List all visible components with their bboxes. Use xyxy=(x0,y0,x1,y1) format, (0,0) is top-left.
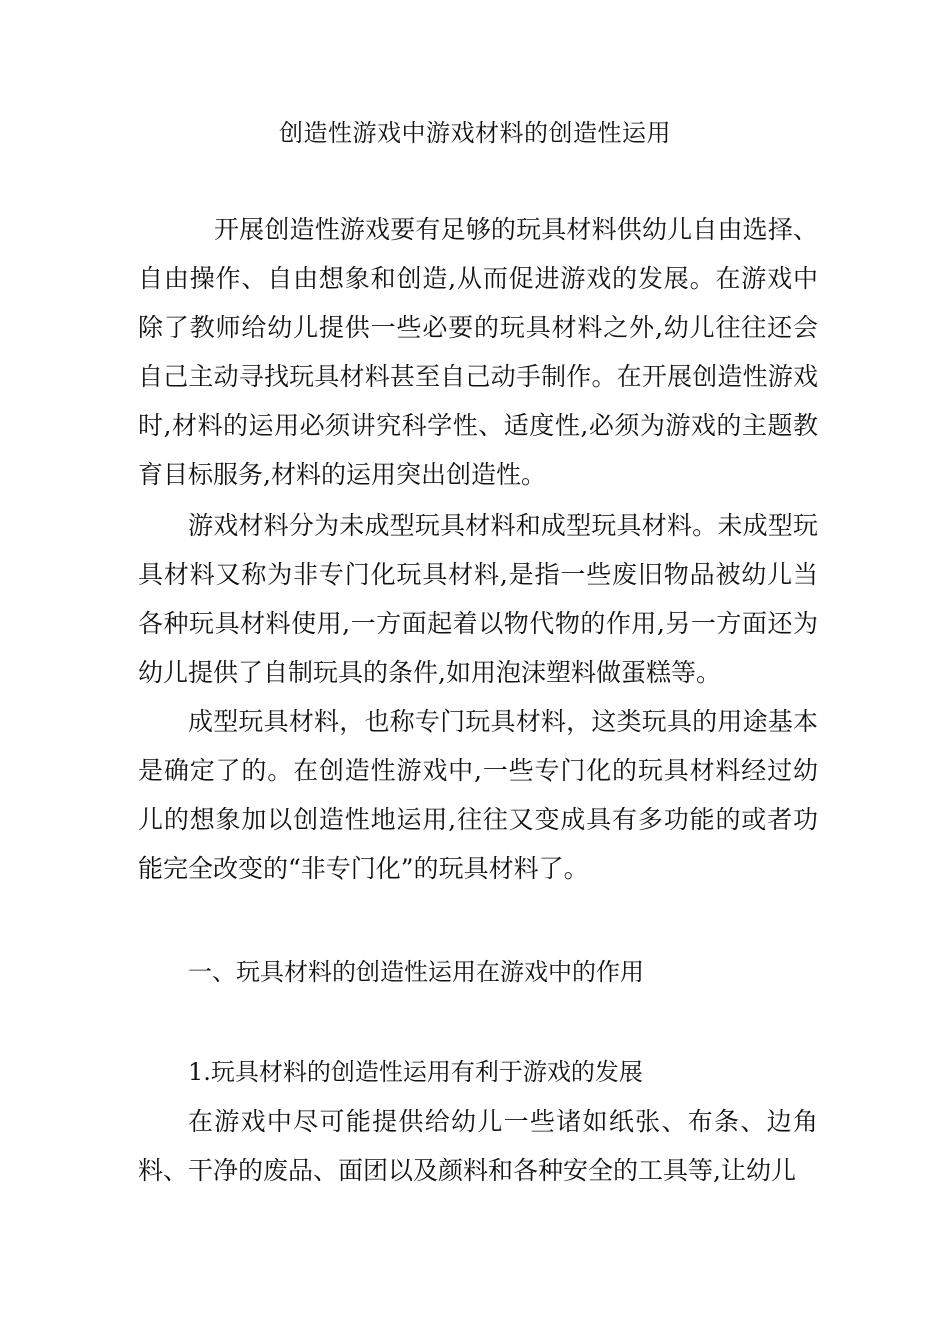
paragraph-material-types: 游戏材料分为未成型玩具材料和成型玩具材料。未成型玩具材料又称为非专门化玩具材料,是指一些废旧物品被幼儿当各种玩具材料使用,一方面起着以物代物的作用,另一方面还为幼儿提供了自制玩具的条件,如用泡沫塑料做蛋糕等。 xyxy=(138,511,818,687)
document-title: 创造性游戏中游戏材料的创造性运用 xyxy=(279,119,671,147)
paragraph-formed-materials: 成型玩具材料，也称专门玩具材料，这类玩具的用途基本是确定了的。在创造性游戏中,一些专门化的玩具材料经过幼儿的想象加以创造性地运用,往往又变成具有多功能的或者功能完全改变的“非专门化”的玩具材料了。 xyxy=(138,707,818,883)
paragraph-intro: 开展创造性游戏要有足够的玩具材料供幼儿自由选择、自由操作、自由想象和创造,从而促进游戏的发展。在游戏中除了教师给幼儿提供一些必要的玩具材料之外,幼儿往往还会自己主动寻找玩具材料甚至自己动手制作。在开展创造性游戏时,材料的运用必须讲究科学性、适度性,必须为游戏的主题教育目标服务,材料的运用突出创造性。 xyxy=(138,215,818,489)
subsection-heading: 1.玩具材料的创造性运用有利于游戏的发展 xyxy=(188,1058,643,1086)
section-heading: 一、玩具材料的创造性运用在游戏中的作用 xyxy=(188,958,644,986)
paragraph-subsection: 在游戏中尽可能提供给幼儿一些诸如纸张、布条、边角料、干净的废品、面团以及颜料和各种安全的工具等,让幼儿 xyxy=(138,1107,818,1185)
